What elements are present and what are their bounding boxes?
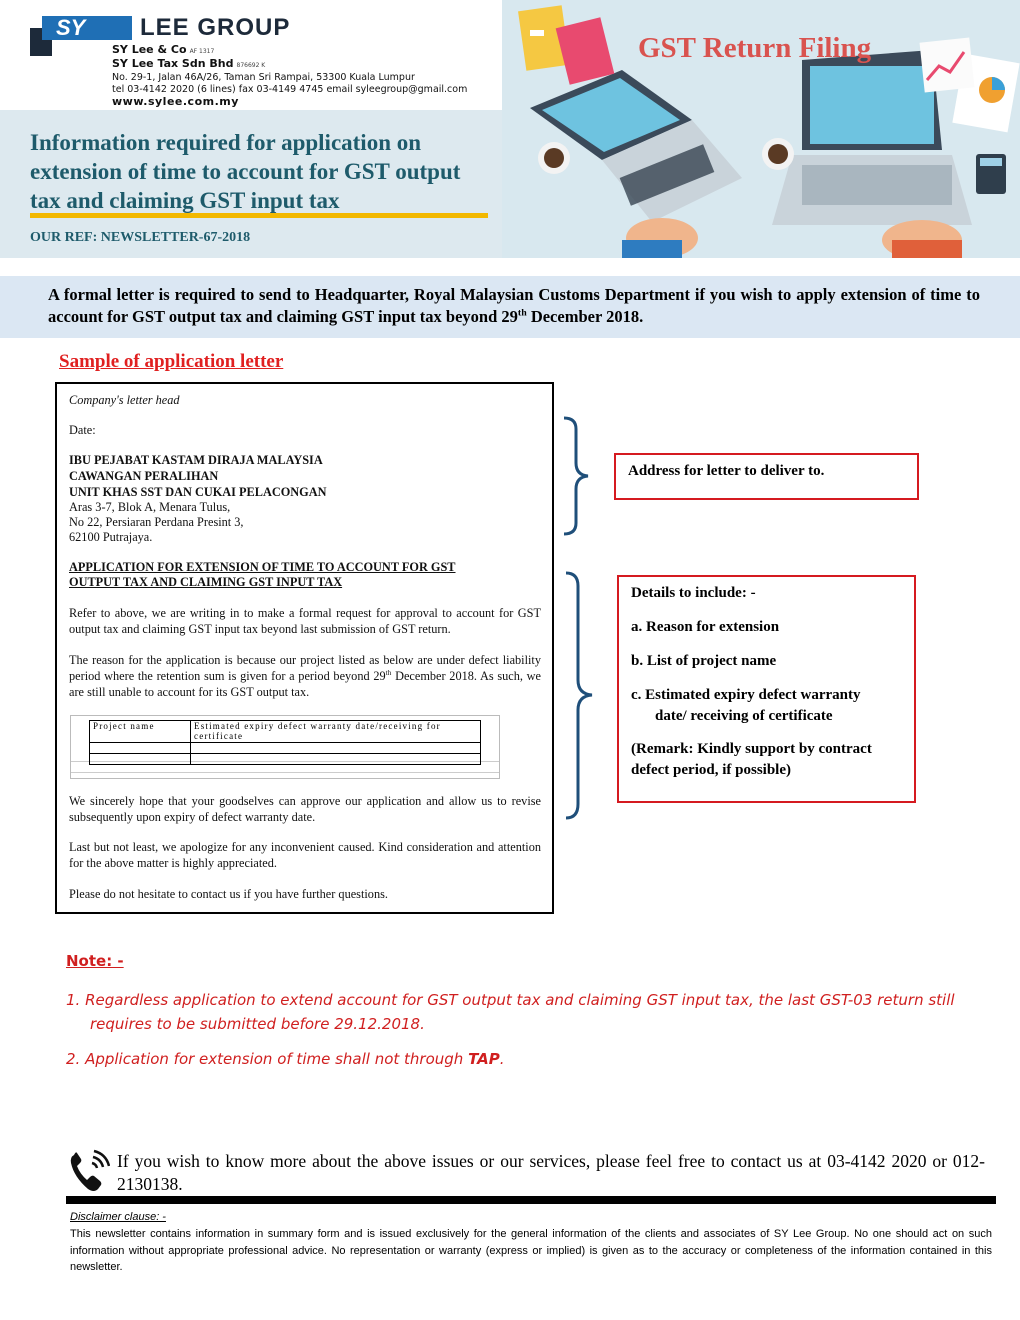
- addressee-line-1: IBU PEJABAT KASTAM DIRAJA MALAYSIA: [69, 453, 323, 467]
- para-2-end: December 2018. As such, we are still unable to account for its GST output tax.: [69, 669, 542, 699]
- address-callout-text: Address for letter to deliver to.: [628, 463, 825, 479]
- our-ref: OUR REF: NEWSLETTER-67-2018: [30, 230, 251, 245]
- disclaimer-heading: Disclaimer clause: -: [70, 1211, 166, 1223]
- letter-paragraph-4: Last but not least, we apologize for any inconvenient caused. Kind consideration and attention for the above matter is highly appreciated.: [69, 840, 541, 870]
- details-remark: (Remark: Kindly support by contract: [631, 741, 872, 757]
- para-2-sup: th: [385, 667, 392, 677]
- letter-paragraph-5: Please do not hesitate to contact us if you have further questions.: [69, 887, 388, 901]
- note-item-1: [66, 988, 966, 1036]
- logo-sy: SY: [42, 16, 132, 40]
- intro-text-end: December 2018.: [526, 307, 644, 326]
- newsletter-title: Information required for application on extension of time to account for GST output tax and claiming GST input tax: [30, 130, 461, 213]
- intro-text-main: A formal letter is required to send to Headquarter, Royal Malaysian Customs Department if you wish to apply extension of time to account for GST output tax and claiming GST input tax beyond 29: [48, 285, 980, 326]
- table-cell: [90, 754, 191, 765]
- letter-paragraph-3: We sincerely hope that your goodselves can approve our application and allow us to revise subsequently upon expiry of defect warranty date.: [69, 794, 541, 824]
- phone-icon: [68, 1147, 110, 1193]
- subject-line-1: APPLICATION FOR EXTENSION OF TIME TO ACCOUNT FOR GST: [69, 560, 456, 574]
- title-underline: [30, 213, 488, 218]
- sample-letter: [55, 382, 554, 914]
- illustration-title: GST Return Filing: [638, 32, 872, 64]
- note-item-1-line-1: 1. Regardless application to extend account for GST output tax and claiming GST input tax, the last GST-03 return still: [66, 991, 955, 1009]
- letter-paragraph-2: [69, 652, 541, 700]
- details-item-c-cont: date/ receiving of certificate: [655, 708, 833, 724]
- project-table-frame: [70, 715, 500, 779]
- letterhead: Company's letter head: [69, 393, 180, 407]
- details-item-c: c. Estimated expiry defect warranty: [631, 687, 861, 703]
- table-cell: [90, 743, 191, 754]
- details-item-b: b. List of project name: [631, 653, 777, 669]
- details-title: Details to include: -: [631, 585, 756, 601]
- intro-text-sup: th: [517, 307, 527, 319]
- firm-name-2: SY Lee Tax Sdn Bhd: [112, 57, 234, 70]
- contact-text: If you wish to know more about the above issues or our services, please feel free to contact us at 03-4142 2020 or 012-2130138.: [117, 1151, 985, 1194]
- project-name-header: Project name: [90, 721, 191, 743]
- brace-icon: [562, 570, 598, 822]
- sample-heading: Sample of application letter: [59, 351, 284, 372]
- note-item-2: [66, 1050, 505, 1068]
- details-remark-cont: defect period, if possible): [631, 762, 791, 778]
- project-table: [89, 720, 481, 765]
- brace-icon: [560, 415, 596, 537]
- contact-divider: [66, 1196, 996, 1204]
- para-2-main: The reason for the application is because our project listed as below are under defect liability period where the retention sum is given for a period beyond 29: [69, 653, 541, 683]
- logo-group-name: LEE GROUP: [140, 14, 291, 41]
- note-heading: Note: -: [66, 952, 124, 970]
- address-line-2: No 22, Persiaran Perdana Presint 3,: [69, 515, 244, 529]
- note-item-2-bold: TAP: [468, 1050, 500, 1068]
- firm-contact: tel 03-4142 2020 (6 lines) fax 03-4149 4745 email syleegroup@gmail.com: [112, 84, 468, 95]
- subject-line-2: OUTPUT TAX AND CLAIMING GST INPUT TAX: [69, 575, 343, 589]
- addressee-line-2: CAWANGAN PERALIHAN: [69, 469, 219, 483]
- address-line-1: Aras 3-7, Blok A, Menara Tulus,: [69, 500, 231, 514]
- table-cell: [191, 743, 481, 754]
- table-cell: [191, 754, 481, 765]
- note-item-2-end: .: [499, 1050, 505, 1068]
- firm-name-1: SY Lee & Co: [112, 43, 187, 56]
- header-illustration: [502, 0, 1020, 258]
- note-item-1-line-2: requires to be submitted before 29.12.2018.: [90, 1015, 425, 1033]
- firm-address: No. 29-1, Jalan 46A/26, Taman Sri Rampai, 53300 Kuala Lumpur: [112, 72, 415, 83]
- disclaimer-text: This newsletter contains information in summary form and is issued exclusively for the general information of the clients and associates of SY Lee Group. No one should act on such information without appropriate professional advice. No representation or warranty (express or implied) is given as to the accuracy or completeness of the information contained in this newsletter.: [70, 1228, 992, 1273]
- address-line-3: 62100 Putrajaya.: [69, 530, 153, 544]
- intro-text: [48, 284, 980, 328]
- details-item-a: a. Reason for extension: [631, 619, 780, 635]
- letter-date: Date:: [69, 423, 96, 437]
- firm-website[interactable]: www.sylee.com.my: [112, 95, 239, 108]
- addressee-line-3: UNIT KHAS SST DAN CUKAI PELACONGAN: [69, 485, 327, 499]
- firm-reg-2: 876692 K: [236, 62, 266, 69]
- company-logo: [30, 16, 330, 46]
- expiry-date-header: Estimated expiry defect warranty date/receiving for certificate: [191, 721, 481, 743]
- letter-paragraph-1: Refer to above, we are writing in to make a formal request for approval to account for GST output tax and claiming GST input tax beyond last submission of GST return.: [69, 606, 541, 636]
- note-item-2-text: 2. Application for extension of time shall not through: [66, 1050, 469, 1068]
- firm-info: [112, 44, 467, 108]
- firm-reg-1: AF 1317: [189, 48, 215, 55]
